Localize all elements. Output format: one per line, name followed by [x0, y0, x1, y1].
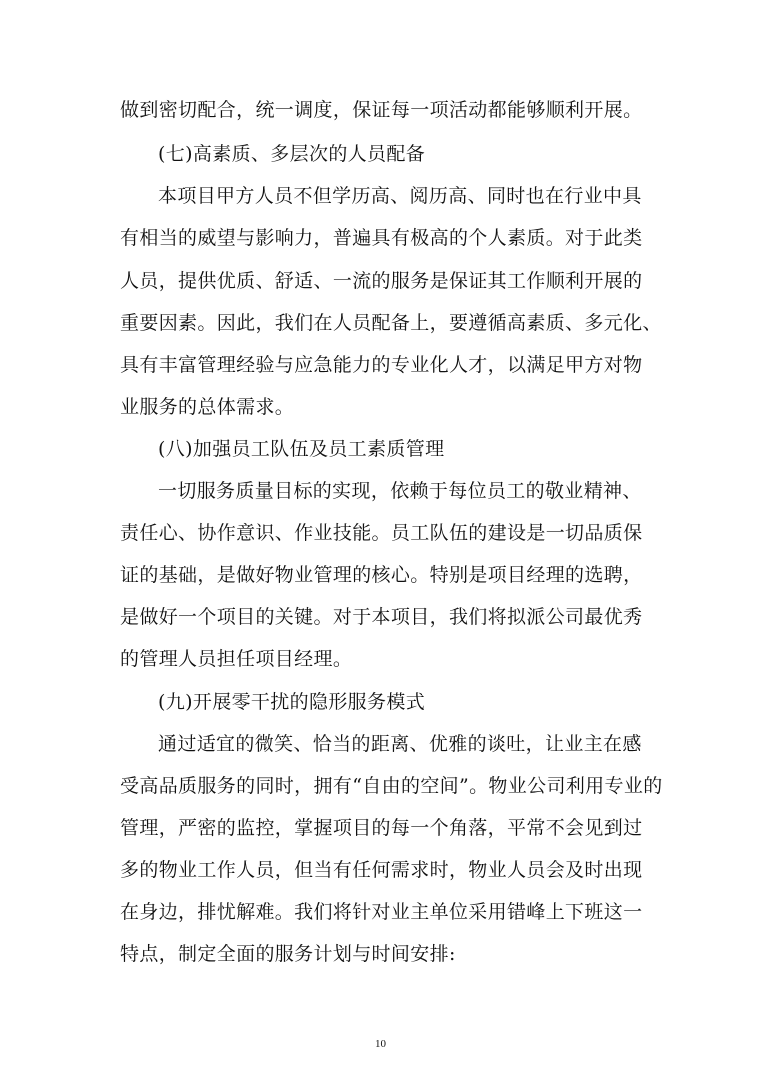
body-text-line: 业服务的总体需求。 — [120, 396, 295, 418]
body-text-line: 一切服务质量目标的实现，依赖于每位员工的敬业精神、 — [158, 480, 642, 502]
body-text-line: 多的物业工作人员，但当有任何需求时，物业人员会及时出现 — [120, 859, 643, 881]
section-heading-9: (九)开展零干扰的隐形服务模式 — [158, 691, 426, 713]
body-text-line: 管理，严密的监控，掌握项目的每一个角落，平常不会见到过 — [120, 817, 643, 839]
body-text-line: 重要因素。因此，我们在人员配备上，要遵循高素质、多元化、 — [120, 312, 662, 334]
body-text-line: 具有丰富管理经验与应急能力的专业化人才，以满足甲方对物 — [120, 354, 643, 376]
body-text-line: 在身边，排忧解难。我们将针对业主单位采用错峰上下班这一 — [120, 901, 643, 923]
section-heading-7: (七)高素质、多层次的人员配备 — [158, 143, 426, 165]
body-text-line: 是做好一个项目的关键。对于本项目，我们将拟派公司最优秀 — [120, 606, 643, 628]
body-text-line: 特点，制定全面的服务计划与时间安排: — [120, 943, 456, 965]
body-text-line: 的管理人员担任项目经理。 — [120, 648, 353, 670]
body-text-line: 受高品质服务的同时，拥有“自由的空间”。物业公司利用专业的 — [120, 775, 663, 797]
body-text-line: 做到密切配合，统一调度，保证每一项活动都能够顺利开展。 — [120, 99, 643, 121]
section-heading-8: (八)加强员工队伍及员工素质管理 — [158, 438, 445, 460]
body-text-line: 通过适宜的微笑、恰当的距离、优雅的谈吐，让业主在感 — [158, 733, 642, 755]
body-text-line: 责任心、协作意识、作业技能。员工队伍的建设是一切品质保 — [120, 522, 643, 544]
body-text-line: 本项目甲方人员不但学历高、阅历高、同时也在行业中具 — [158, 185, 642, 207]
body-text-line: 证的基础，是做好物业管理的核心。特别是项目经理的选聘， — [120, 564, 643, 586]
body-text-line: 有相当的威望与影响力，普遍具有极高的个人素质。对于此类 — [120, 227, 643, 249]
page-number: 10 — [375, 1038, 386, 1050]
body-text-line: 人员，提供优质、舒适、一流的服务是保证其工作顺利开展的 — [120, 270, 643, 292]
